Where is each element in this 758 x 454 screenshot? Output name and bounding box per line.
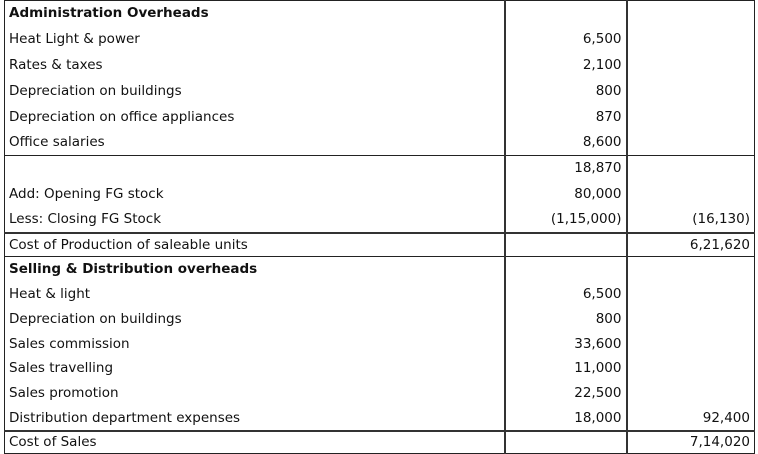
subtotal-cell: 2,100 (505, 52, 627, 78)
table-row (5, 207, 755, 233)
row-label: Less: Closing FG Stock (5, 207, 505, 233)
subtotal-cell: 33,600 (505, 332, 627, 356)
total-cell (627, 257, 755, 282)
row-label: Cost of Sales (5, 431, 505, 454)
total-cell: 6,21,620 (627, 233, 755, 257)
table-row (5, 431, 755, 454)
total-cell (627, 332, 755, 356)
subtotal-cell: (1,15,000) (505, 207, 627, 233)
subtotal-cell: 18,000 (505, 406, 627, 431)
total-cell (627, 156, 755, 181)
row-label: Depreciation on buildings (5, 78, 505, 104)
row-label: Office salaries (5, 130, 505, 156)
table-row (5, 356, 755, 381)
table-row (5, 282, 755, 307)
subtotal-cell: 22,500 (505, 381, 627, 406)
table-row (5, 78, 755, 104)
row-label: Sales promotion (5, 381, 505, 406)
total-cell (627, 307, 755, 332)
total-cell (627, 181, 755, 207)
table-row (5, 257, 755, 282)
row-label: Depreciation on buildings (5, 307, 505, 332)
subtotal-cell: 800 (505, 78, 627, 104)
subtotal-cell: 80,000 (505, 181, 627, 207)
subtotal-cell (505, 257, 627, 282)
subtotal-cell: 6,500 (505, 282, 627, 307)
subtotal-cell: 870 (505, 104, 627, 130)
subtotal-cell: 6,500 (505, 26, 627, 52)
cost-table (4, 0, 755, 454)
row-label: Cost of Production of saleable units (5, 233, 505, 257)
total-cell: 92,400 (627, 406, 755, 431)
total-cell (627, 130, 755, 156)
subtotal-cell: 8,600 (505, 130, 627, 156)
total-cell: 7,14,020 (627, 431, 755, 454)
table-row (5, 332, 755, 356)
total-cell (627, 78, 755, 104)
table-row (5, 406, 755, 431)
section-heading-selling-distribution: Selling & Distribution overheads (5, 257, 505, 282)
total-cell (627, 26, 755, 52)
row-label: Heat Light & power (5, 26, 505, 52)
row-label: Sales commission (5, 332, 505, 356)
table-row (5, 381, 755, 406)
table-row (5, 307, 755, 332)
subtotal-cell: 11,000 (505, 356, 627, 381)
subtotal-cell: 800 (505, 307, 627, 332)
subtotal-cell: 18,870 (505, 156, 627, 181)
row-label: Sales travelling (5, 356, 505, 381)
row-label: Distribution department expenses (5, 406, 505, 431)
table-row (5, 52, 755, 78)
subtotal-cell (505, 431, 627, 454)
table-row (5, 1, 755, 26)
total-cell (627, 356, 755, 381)
cost-table-body (5, 1, 755, 454)
total-cell (627, 1, 755, 26)
cost-sheet (4, 0, 755, 454)
total-cell: (16,130) (627, 207, 755, 233)
row-label: Rates & taxes (5, 52, 505, 78)
total-cell (627, 52, 755, 78)
subtotal-cell (505, 233, 627, 257)
row-label: Add: Opening FG stock (5, 181, 505, 207)
total-cell (627, 104, 755, 130)
table-row (5, 233, 755, 257)
total-cell (627, 282, 755, 307)
subtotal-cell (505, 1, 627, 26)
table-row (5, 156, 755, 181)
table-row (5, 130, 755, 156)
table-row (5, 104, 755, 130)
row-label (5, 156, 505, 181)
row-label: Depreciation on office appliances (5, 104, 505, 130)
table-row (5, 181, 755, 207)
table-row (5, 26, 755, 52)
row-label: Heat & light (5, 282, 505, 307)
section-heading-administration: Administration Overheads (5, 1, 505, 26)
total-cell (627, 381, 755, 406)
